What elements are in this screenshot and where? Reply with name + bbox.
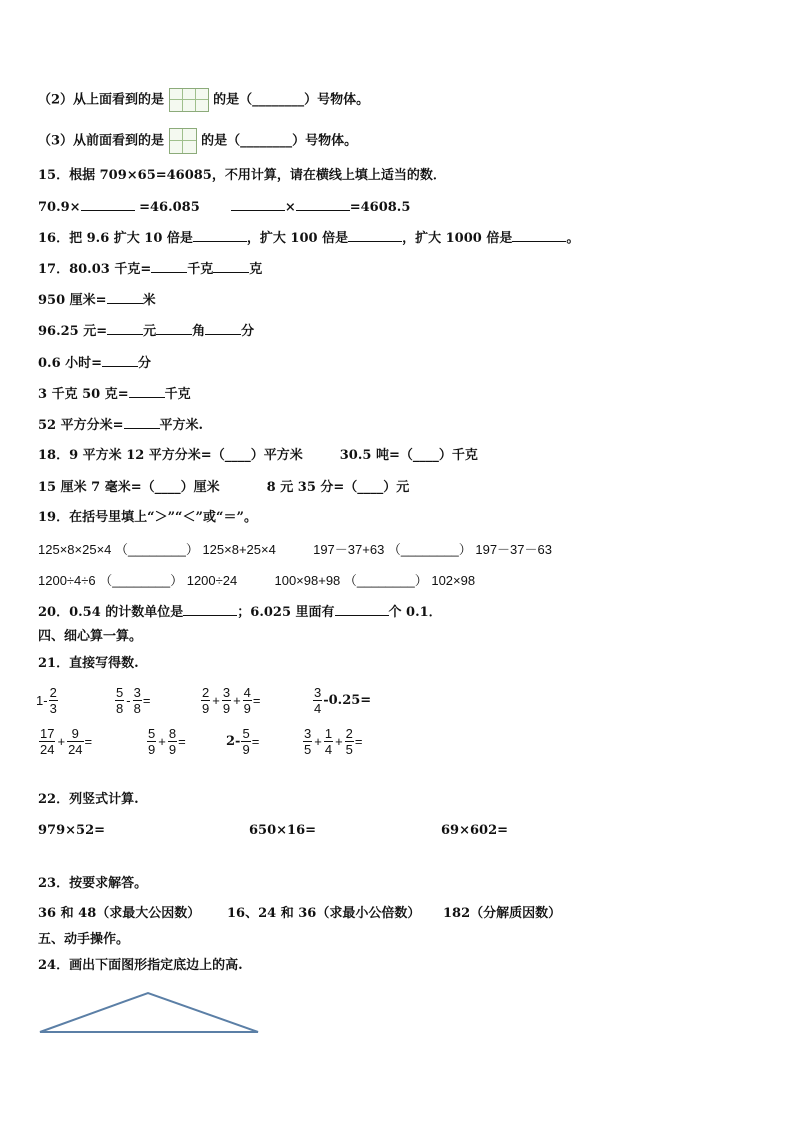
q22-item-a: 979×52= — [38, 823, 106, 838]
fraction: $\frac{4}{9}$ — [243, 684, 251, 716]
q23-stem: 23．按要求解答。 — [38, 876, 148, 891]
fraction: $\frac{2}{9}$ — [202, 684, 210, 716]
q21-expr-4: $\frac{3}{4}$ -0.25= — [314, 684, 372, 716]
fraction: $\frac{5}{8}$ — [116, 684, 124, 716]
answer-blank[interactable] — [231, 198, 285, 211]
q15-answers: 70.9× =46.085 × =4608.5 — [38, 200, 411, 215]
section-4-heading: 四、细心算一算。 — [38, 629, 143, 644]
fraction: $\frac{17}{24}$ — [40, 725, 55, 757]
answer-blank[interactable] — [156, 322, 192, 335]
fraction: $\frac{5}{9}$ — [242, 725, 250, 757]
answer-blank[interactable] — [335, 603, 389, 616]
answer-blank[interactable] — [348, 229, 402, 242]
answer-blank[interactable] — [512, 229, 566, 242]
section-5-heading: 五、动手操作。 — [38, 932, 130, 947]
q24-stem: 24．画出下面图形指定底边上的高. — [38, 958, 243, 973]
fraction: $\frac{2}{5}$ — [345, 725, 353, 757]
q21-expr-3: $\frac{2}{9}$ + $\frac{3}{9}$ + $\frac{4}{9}$ = — [202, 684, 261, 716]
q18-line1: 18．9 平方米 12 平方分米=（____）平方米 30.5 吨=（____）千克 — [38, 448, 478, 463]
answer-blank[interactable] — [205, 322, 241, 335]
fraction: $\frac{3}{9}$ — [222, 684, 231, 716]
q15-stem: 15．根据 709×65=46085，不用计算，请在横线上填上适当的数． — [38, 168, 446, 183]
answer-blank[interactable] — [151, 260, 187, 273]
fraction: $\frac{9}{24}$ — [68, 725, 83, 757]
triangle-figure — [36, 988, 264, 1038]
answer-blank[interactable] — [102, 354, 138, 367]
q19-stem: 19．在括号里填上“＞”“＜”或“＝”。 — [38, 510, 257, 525]
q20: 20．0.54 的计数单位是 ；6.025 里面有 个 0.1． — [38, 605, 442, 620]
q21-expr-6: $\frac{5}{9}$ + $\frac{8}{9}$ = — [148, 725, 186, 757]
triangle-shape — [40, 993, 258, 1032]
fraction: $\frac{3}{8}$ — [133, 684, 141, 716]
q17-line3: 96.25 元= 元 角 分 — [38, 324, 255, 339]
answer-blank[interactable] — [183, 603, 237, 616]
q23-item-a: 36 和 48（求最大公因数） — [38, 906, 201, 921]
q17-line4: 0.6 小时= 分 — [38, 356, 152, 371]
answer-blank[interactable] — [129, 385, 165, 398]
answer-blank[interactable] — [81, 198, 135, 211]
fraction: $\frac{2}{3}$ — [49, 684, 57, 716]
q22-stem: 22．列竖式计算. — [38, 792, 139, 807]
q21-expr-8: $\frac{3}{5}$ + $\frac{1}{4}$ + $\frac{2}{5}$ = — [304, 725, 363, 757]
q23-item-c: 182（分解质因数） — [443, 906, 562, 921]
front-view-grid-icon — [169, 128, 197, 154]
q21-expr-2: $\frac{5}{8}$ - $\frac{3}{8}$ = — [116, 684, 151, 716]
q17-line5: 3 千克 50 克= 千克 — [38, 387, 191, 402]
q21-expr-1: 1- $\frac{2}{3}$ — [36, 684, 57, 716]
q17-line6: 52 平方分米= 平方米. — [38, 418, 204, 433]
q19-row1: 125×8×25×4 （________） 125×8+25×4 197－37+63 （________） 197－37－63 — [38, 542, 552, 557]
q18-line2: 15 厘米 7 毫米=（____）厘米 8 元 35 分=（____）元 — [38, 480, 410, 495]
answer-blank[interactable] — [124, 416, 160, 429]
q17-line1: 17．80.03 千克= 千克 克 — [38, 262, 263, 277]
q17-line2: 950 厘米= 米 — [38, 293, 156, 308]
top-view-grid-icon — [169, 88, 209, 112]
fraction: $\frac{3}{5}$ — [304, 725, 312, 757]
answer-blank[interactable] — [107, 291, 143, 304]
q14-part3: （3）从前面看到的是 的是（________）号物体。 — [38, 128, 357, 154]
answer-blank[interactable] — [193, 229, 247, 242]
q22-item-c: 69×602= — [441, 823, 509, 838]
answer-blank[interactable] — [213, 260, 249, 273]
q22-item-b: 650×16= — [249, 823, 317, 838]
fraction: $\frac{1}{4}$ — [324, 725, 333, 757]
q14-part2: （2）从上面看到的是 的是（________）号物体。 — [38, 88, 369, 112]
q21-stem: 21．直接写得数. — [38, 656, 139, 671]
q23-item-b: 16、24 和 36（求最小公倍数） — [227, 906, 421, 921]
fraction: $\frac{5}{9}$ — [148, 725, 156, 757]
answer-blank[interactable] — [107, 322, 143, 335]
answer-blank[interactable] — [296, 198, 350, 211]
q21-expr-5: $\frac{17}{24}$ + $\frac{9}{24}$ = — [40, 725, 93, 757]
fraction: $\frac{3}{4}$ — [314, 684, 322, 716]
fraction: $\frac{8}{9}$ — [168, 725, 177, 757]
q19-row2: 1200÷4÷6 （________） 1200÷24 100×98+98 （________） 102×98 — [38, 573, 476, 588]
q16: 16．把 9.6 扩大 10 倍是 ，扩大 100 倍是 ，扩大 1000 倍是 。 — [38, 231, 580, 246]
q21-expr-7: 2- $\frac{5}{9}$ = — [226, 725, 260, 757]
